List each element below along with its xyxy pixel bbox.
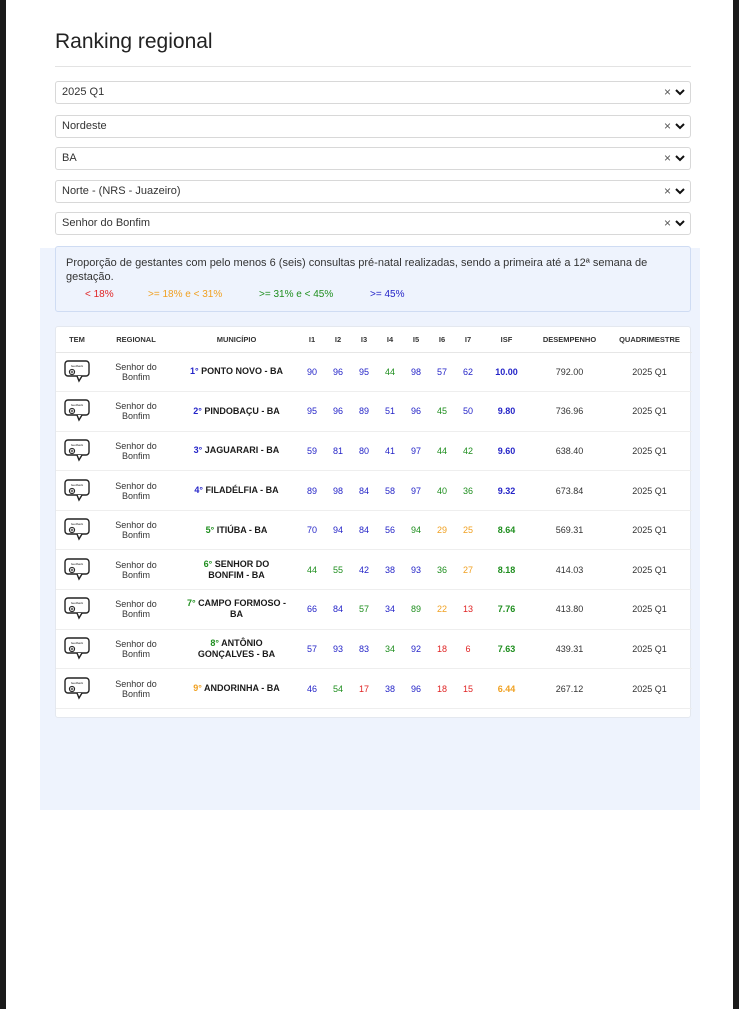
isf-cell: 9.32: [481, 471, 532, 511]
rank-label: 5°: [205, 524, 215, 535]
indicator-i5: 98: [403, 352, 429, 392]
filter-quadrimestre-value: 2025 Q1: [62, 86, 105, 98]
tem-cell[interactable]: [56, 669, 98, 709]
indicator-i5: 97: [403, 431, 429, 471]
tem-cell[interactable]: [56, 629, 98, 669]
municipio-cell: [174, 510, 299, 550]
indicator-i5: 96: [403, 669, 429, 709]
municipio-cell: [174, 471, 299, 511]
municipio-name: FILADÉLFIA - BA: [205, 485, 279, 496]
indicator-i6: 57: [429, 352, 455, 392]
municipio-cell: [174, 590, 299, 630]
regional-line: Bonfim: [121, 688, 150, 699]
indicator-i3: 84: [351, 471, 377, 511]
feedback-icon-text: feedback: [70, 482, 84, 487]
indicator-i1: 46: [299, 669, 325, 709]
indicator-i5: 96: [403, 392, 429, 432]
indicator-i1: 44: [299, 550, 325, 590]
indicator-i3: 17: [351, 669, 377, 709]
indicator-description: Proporção de gestantes com pelo menos 6 (seis) consultas pré-natal realizadas, sendo a primeira até a 12ª semana de gestação.: [66, 257, 648, 283]
municipio-name: JAGUARARI - BA: [204, 445, 280, 456]
title-divider: [55, 66, 691, 67]
regional-line: Senhor do: [115, 559, 157, 570]
tem-cell[interactable]: [56, 550, 98, 590]
regional-cell: [98, 352, 174, 392]
indicator-i2: 55: [325, 550, 351, 590]
quadrimestre-cell: 2025 Q1: [607, 471, 692, 511]
regional-line: Bonfim: [121, 609, 150, 620]
filter-regional[interactable]: [55, 180, 691, 203]
indicator-i4: 56: [377, 510, 403, 550]
col-regional: REGIONAL: [98, 327, 174, 352]
chevron-down-icon[interactable]: [674, 120, 686, 132]
legend-orange: >= 18% e < 31%: [148, 289, 223, 300]
rank-label: 4°: [194, 485, 203, 496]
clear-icon[interactable]: ×: [663, 216, 671, 230]
clear-icon[interactable]: ×: [663, 119, 671, 133]
filter-regiao-value: Nordeste: [62, 120, 107, 132]
quadrimestre-cell: 2025 Q1: [607, 629, 692, 669]
tem-cell[interactable]: [56, 590, 98, 630]
indicator-i7: 62: [455, 352, 481, 392]
table-row: [56, 550, 692, 590]
indicator-i6: 18: [429, 669, 455, 709]
indicator-i3: 57: [351, 590, 377, 630]
municipio-cell: [174, 669, 299, 709]
municipio-line: [174, 525, 299, 536]
indicator-i1: 95: [299, 392, 325, 432]
indicator-i5: 97: [403, 471, 429, 511]
regional-cell: [98, 431, 174, 471]
isf-cell: 10.00: [481, 352, 532, 392]
filter-uf-value: BA: [62, 152, 77, 164]
indicator-i1: 66: [299, 590, 325, 630]
chevron-down-icon[interactable]: [674, 152, 686, 164]
indicator-i4: 58: [377, 471, 403, 511]
indicator-i7: 15: [455, 669, 481, 709]
indicator-i2: 98: [325, 471, 351, 511]
indicator-i1: 89: [299, 471, 325, 511]
indicator-i7: 6: [455, 629, 481, 669]
indicator-i1: 90: [299, 352, 325, 392]
municipio-name: PONTO NOVO - BA: [201, 366, 283, 377]
indicator-i3: 83: [351, 629, 377, 669]
feedback-chat-icon[interactable]: [63, 478, 91, 502]
regional-line: Senhor do: [115, 599, 157, 610]
tem-cell[interactable]: [56, 471, 98, 511]
regional-line: Senhor do: [115, 440, 157, 451]
filter-regional-value: Norte - (NRS - Juazeiro): [62, 185, 181, 197]
page: [6, 0, 733, 1009]
indicator-i2: 84: [325, 590, 351, 630]
table-row: [56, 510, 692, 550]
municipio-name: ANDORINHA - BA: [204, 683, 280, 694]
rank-label: 7°: [186, 598, 196, 609]
indicator-i6: 40: [429, 471, 455, 511]
isf-cell: 6.44: [481, 669, 532, 709]
rank-label: 2°: [193, 405, 202, 416]
quadrimestre-cell: 2025 Q1: [607, 669, 692, 709]
feedback-chat-icon[interactable]: [63, 596, 91, 620]
desempenho-cell: 792.00: [532, 352, 607, 392]
isf-cell: 8.64: [481, 510, 532, 550]
regional-line: Bonfim: [121, 490, 150, 501]
regional-line: Bonfim: [121, 530, 150, 541]
legend-green: >= 31% e < 45%: [259, 289, 334, 300]
municipio-name: ANTÔNIO: [221, 637, 263, 648]
regional-cell: [98, 471, 174, 511]
filter-regiao[interactable]: [55, 115, 691, 138]
regional-line: Senhor do: [115, 480, 157, 491]
indicator-i3: 80: [351, 431, 377, 471]
filter-municipio-value: Senhor do Bonfim: [62, 217, 151, 229]
table-row: [56, 352, 692, 392]
feedback-chat-icon[interactable]: [63, 398, 91, 422]
isf-cell: 9.80: [481, 392, 532, 432]
indicator-i6: 36: [429, 550, 455, 590]
municipio-line: [174, 366, 299, 377]
feedback-chat-icon[interactable]: [63, 636, 91, 660]
desempenho-cell: 439.31: [532, 629, 607, 669]
rank-label: 3°: [193, 445, 203, 456]
desempenho-cell: 673.84: [532, 471, 607, 511]
desempenho-cell: 267.12: [532, 669, 607, 709]
feedback-chat-icon[interactable]: [63, 557, 91, 581]
col-i3: I3: [351, 327, 377, 352]
ranking-table-card: [55, 326, 691, 718]
indicator-i7: 36: [455, 471, 481, 511]
col-tem: TEM: [56, 327, 98, 352]
table-row: [56, 629, 692, 669]
municipio-line: [174, 406, 299, 417]
feedback-chat-icon[interactable]: [63, 438, 91, 462]
indicator-i7: 27: [455, 550, 481, 590]
regional-line: Senhor do: [115, 638, 157, 649]
municipio-line: [174, 638, 299, 649]
col-i1: I1: [299, 327, 325, 352]
quadrimestre-cell: 2025 Q1: [607, 550, 692, 590]
regional-cell: [98, 629, 174, 669]
isf-cell: 9.60: [481, 431, 532, 471]
isf-cell: 8.18: [481, 550, 532, 590]
regional-line: Senhor do: [115, 678, 157, 689]
table-row: [56, 471, 692, 511]
tem-cell[interactable]: [56, 431, 98, 471]
indicator-i2: 96: [325, 392, 351, 432]
municipio-name: SENHOR DO: [214, 558, 270, 569]
table-header-row: [56, 327, 692, 352]
feedback-chat-icon[interactable]: [63, 359, 91, 383]
feedback-icon-text: feedback: [70, 442, 84, 447]
municipio-name: ITIÚBA - BA: [216, 524, 268, 535]
indicator-i6: 45: [429, 392, 455, 432]
regional-line: Bonfim: [121, 569, 150, 580]
regional-line: Senhor do: [115, 361, 157, 372]
regional-cell: [98, 510, 174, 550]
municipio-cell: [174, 629, 299, 669]
indicator-i2: 94: [325, 510, 351, 550]
indicator-i4: 44: [377, 352, 403, 392]
isf-cell: 7.76: [481, 590, 532, 630]
feedback-icon-text: feedback: [70, 363, 84, 368]
indicator-i1: 70: [299, 510, 325, 550]
page-title: Ranking regional: [55, 30, 213, 53]
isf-cell: 7.63: [481, 629, 532, 669]
regional-cell: [98, 392, 174, 432]
indicator-i7: 25: [455, 510, 481, 550]
quadrimestre-cell: 2025 Q1: [607, 392, 692, 432]
feedback-icon-text: feedback: [70, 601, 84, 606]
indicator-i3: 89: [351, 392, 377, 432]
indicator-i3: 95: [351, 352, 377, 392]
feedback-icon-text: feedback: [70, 522, 84, 527]
col-municipio: MUNICÍPIO: [174, 327, 299, 352]
indicator-i5: 94: [403, 510, 429, 550]
col-isf: ISF: [481, 327, 532, 352]
clear-icon[interactable]: ×: [663, 151, 671, 165]
rank-label: 1°: [190, 366, 199, 377]
col-i5: I5: [403, 327, 429, 352]
filter-uf[interactable]: [55, 147, 691, 170]
municipio-name: CAMPO FORMOSO -: [198, 598, 287, 609]
indicator-i2: 93: [325, 629, 351, 669]
indicator-i4: 34: [377, 629, 403, 669]
indicator-i5: 89: [403, 590, 429, 630]
indicator-i4: 38: [377, 550, 403, 590]
municipio-line: BA: [230, 609, 243, 620]
municipio-cell: [174, 352, 299, 392]
chevron-down-icon[interactable]: [674, 86, 686, 98]
municipio-line: [174, 559, 299, 570]
municipio-cell: [174, 392, 299, 432]
col-i6: I6: [429, 327, 455, 352]
col-i4: I4: [377, 327, 403, 352]
municipio-line: [174, 445, 299, 456]
indicator-i3: 42: [351, 550, 377, 590]
desempenho-cell: 413.80: [532, 590, 607, 630]
municipio-cell: [174, 550, 299, 590]
tem-cell[interactable]: [56, 510, 98, 550]
regional-cell: [98, 550, 174, 590]
municipio-line: BONFIM - BA: [208, 569, 265, 580]
chevron-down-icon[interactable]: [674, 217, 686, 229]
desempenho-cell: 736.96: [532, 392, 607, 432]
indicator-i6: 22: [429, 590, 455, 630]
municipio-cell: [174, 431, 299, 471]
indicator-i5: 92: [403, 629, 429, 669]
indicator-i5: 93: [403, 550, 429, 590]
feedback-chat-icon[interactable]: [63, 676, 91, 700]
feedback-chat-icon[interactable]: [63, 517, 91, 541]
indicator-i4: 41: [377, 431, 403, 471]
indicator-i7: 42: [455, 431, 481, 471]
col-i7: I7: [455, 327, 481, 352]
clear-icon[interactable]: ×: [663, 184, 671, 198]
municipio-line: [174, 683, 299, 694]
rank-label: 8°: [210, 637, 219, 648]
table-row: [56, 392, 692, 432]
indicator-i4: 38: [377, 669, 403, 709]
col-quadrimestre: QUADRIMESTRE: [607, 327, 692, 352]
indicator-i6: 18: [429, 629, 455, 669]
table-row: [56, 669, 692, 709]
municipio-line: [174, 598, 299, 609]
indicator-i2: 81: [325, 431, 351, 471]
municipio-name: PINDOBAÇU - BA: [204, 405, 280, 416]
quadrimestre-cell: 2025 Q1: [607, 510, 692, 550]
clear-icon[interactable]: ×: [663, 85, 671, 99]
regional-line: Bonfim: [121, 411, 150, 422]
municipio-line: GONÇALVES - BA: [197, 648, 276, 659]
regional-line: Bonfim: [121, 648, 150, 659]
feedback-icon-text: feedback: [70, 640, 84, 645]
chevron-down-icon[interactable]: [674, 185, 686, 197]
regional-line: Senhor do: [115, 401, 157, 412]
regional-cell: [98, 669, 174, 709]
table-row: [56, 431, 692, 471]
indicator-i2: 96: [325, 352, 351, 392]
indicator-i6: 44: [429, 431, 455, 471]
indicator-i2: 54: [325, 669, 351, 709]
tem-cell[interactable]: [56, 392, 98, 432]
indicator-i1: 59: [299, 431, 325, 471]
desempenho-cell: 569.31: [532, 510, 607, 550]
regional-line: Bonfim: [121, 450, 150, 461]
desempenho-cell: 414.03: [532, 550, 607, 590]
quadrimestre-cell: 2025 Q1: [607, 352, 692, 392]
tem-cell[interactable]: [56, 352, 98, 392]
regional-cell: [98, 590, 174, 630]
indicator-i6: 29: [429, 510, 455, 550]
col-desempenho: DESEMPENHO: [532, 327, 607, 352]
regional-line: Senhor do: [115, 520, 157, 531]
regional-line: Bonfim: [121, 371, 150, 382]
indicator-legend: [55, 246, 691, 312]
desempenho-cell: 638.40: [532, 431, 607, 471]
legend-blue: >= 45%: [370, 289, 405, 300]
indicator-i7: 13: [455, 590, 481, 630]
rank-label: 6°: [203, 558, 213, 569]
indicator-i7: 50: [455, 392, 481, 432]
municipio-line: [174, 485, 299, 496]
table-row: [56, 590, 692, 630]
filter-municipio[interactable]: [55, 212, 691, 235]
indicator-i3: 84: [351, 510, 377, 550]
legend-red: < 18%: [85, 289, 114, 300]
feedback-icon-text: feedback: [70, 561, 84, 566]
indicator-i1: 57: [299, 629, 325, 669]
feedback-icon-text: feedback: [70, 403, 84, 408]
ranking-table: [56, 327, 692, 709]
col-i2: I2: [325, 327, 351, 352]
indicator-i4: 51: [377, 392, 403, 432]
rank-label: 9°: [193, 683, 202, 694]
feedback-icon-text: feedback: [70, 680, 84, 685]
quadrimestre-cell: 2025 Q1: [607, 431, 692, 471]
indicator-i4: 34: [377, 590, 403, 630]
filter-quadrimestre[interactable]: [55, 81, 691, 104]
quadrimestre-cell: 2025 Q1: [607, 590, 692, 630]
